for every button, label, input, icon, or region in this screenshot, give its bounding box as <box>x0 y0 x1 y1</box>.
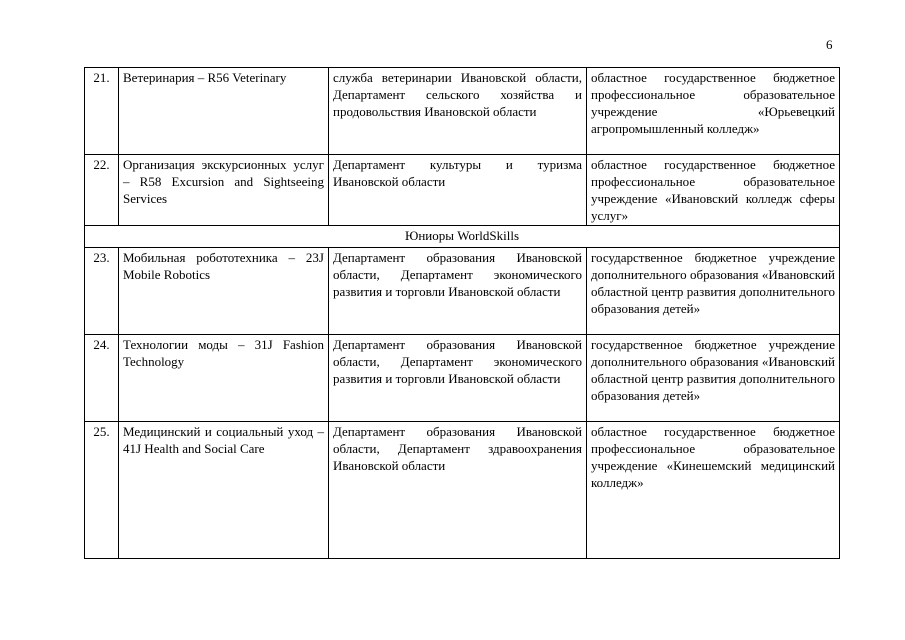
table-row <box>85 68 840 155</box>
row-number: 22. <box>85 155 119 226</box>
section-header-row <box>85 226 840 248</box>
organization-name: областное государственное бюджетное профессиональное образовательное учреждение «Ивановский колледж сферы услуг» <box>587 155 840 226</box>
competence-table <box>84 67 840 559</box>
responsible-department: Департамент образования Ивановской области, Департамент экономического развития и торговли Ивановской области <box>329 248 587 335</box>
competence-name: Медицинский и социальный уход – 41J Health and Social Care <box>119 422 329 559</box>
competence-name: Мобильная робототехника – 23J Mobile Robotics <box>119 248 329 335</box>
section-title: Юниоры WorldSkills <box>85 226 840 248</box>
responsible-department: служба ветеринарии Ивановской области, Департамент сельского хозяйства и продовольствия Ивановской области <box>329 68 587 155</box>
row-number: 23. <box>85 248 119 335</box>
table-row <box>85 335 840 422</box>
table-row <box>85 155 840 226</box>
responsible-department: Департамент образования Ивановской области, Департамент экономического развития и торговли Ивановской области <box>329 335 587 422</box>
responsible-department: Департамент образования Ивановской области, Департамент здравоохранения Ивановской области <box>329 422 587 559</box>
organization-name: государственное бюджетное учреждение дополнительного образования «Ивановский областной центр развития дополнительного образования детей» <box>587 248 840 335</box>
row-number: 21. <box>85 68 119 155</box>
row-number: 25. <box>85 422 119 559</box>
responsible-department: Департамент культуры и туризма Ивановской области <box>329 155 587 226</box>
competence-name: Организация экскурсионных услуг – R58 Excursion and Sightseeing Services <box>119 155 329 226</box>
table-row <box>85 422 840 559</box>
table-row <box>85 248 840 335</box>
organization-name: областное государственное бюджетное профессиональное образовательное учреждение «Кинешемский медицинский колледж» <box>587 422 840 559</box>
organization-name: государственное бюджетное учреждение дополнительного образования «Ивановский областной центр развития дополнительного образования детей» <box>587 335 840 422</box>
competence-name: Ветеринария – R56 Veterinary <box>119 68 329 155</box>
competence-name: Технологии моды – 31J Fashion Technology <box>119 335 329 422</box>
row-number: 24. <box>85 335 119 422</box>
page-number: 6 <box>826 37 833 52</box>
organization-name: областное государственное бюджетное профессиональное образовательное учреждение «Юрьевецкий агропромышленный колледж» <box>587 68 840 155</box>
